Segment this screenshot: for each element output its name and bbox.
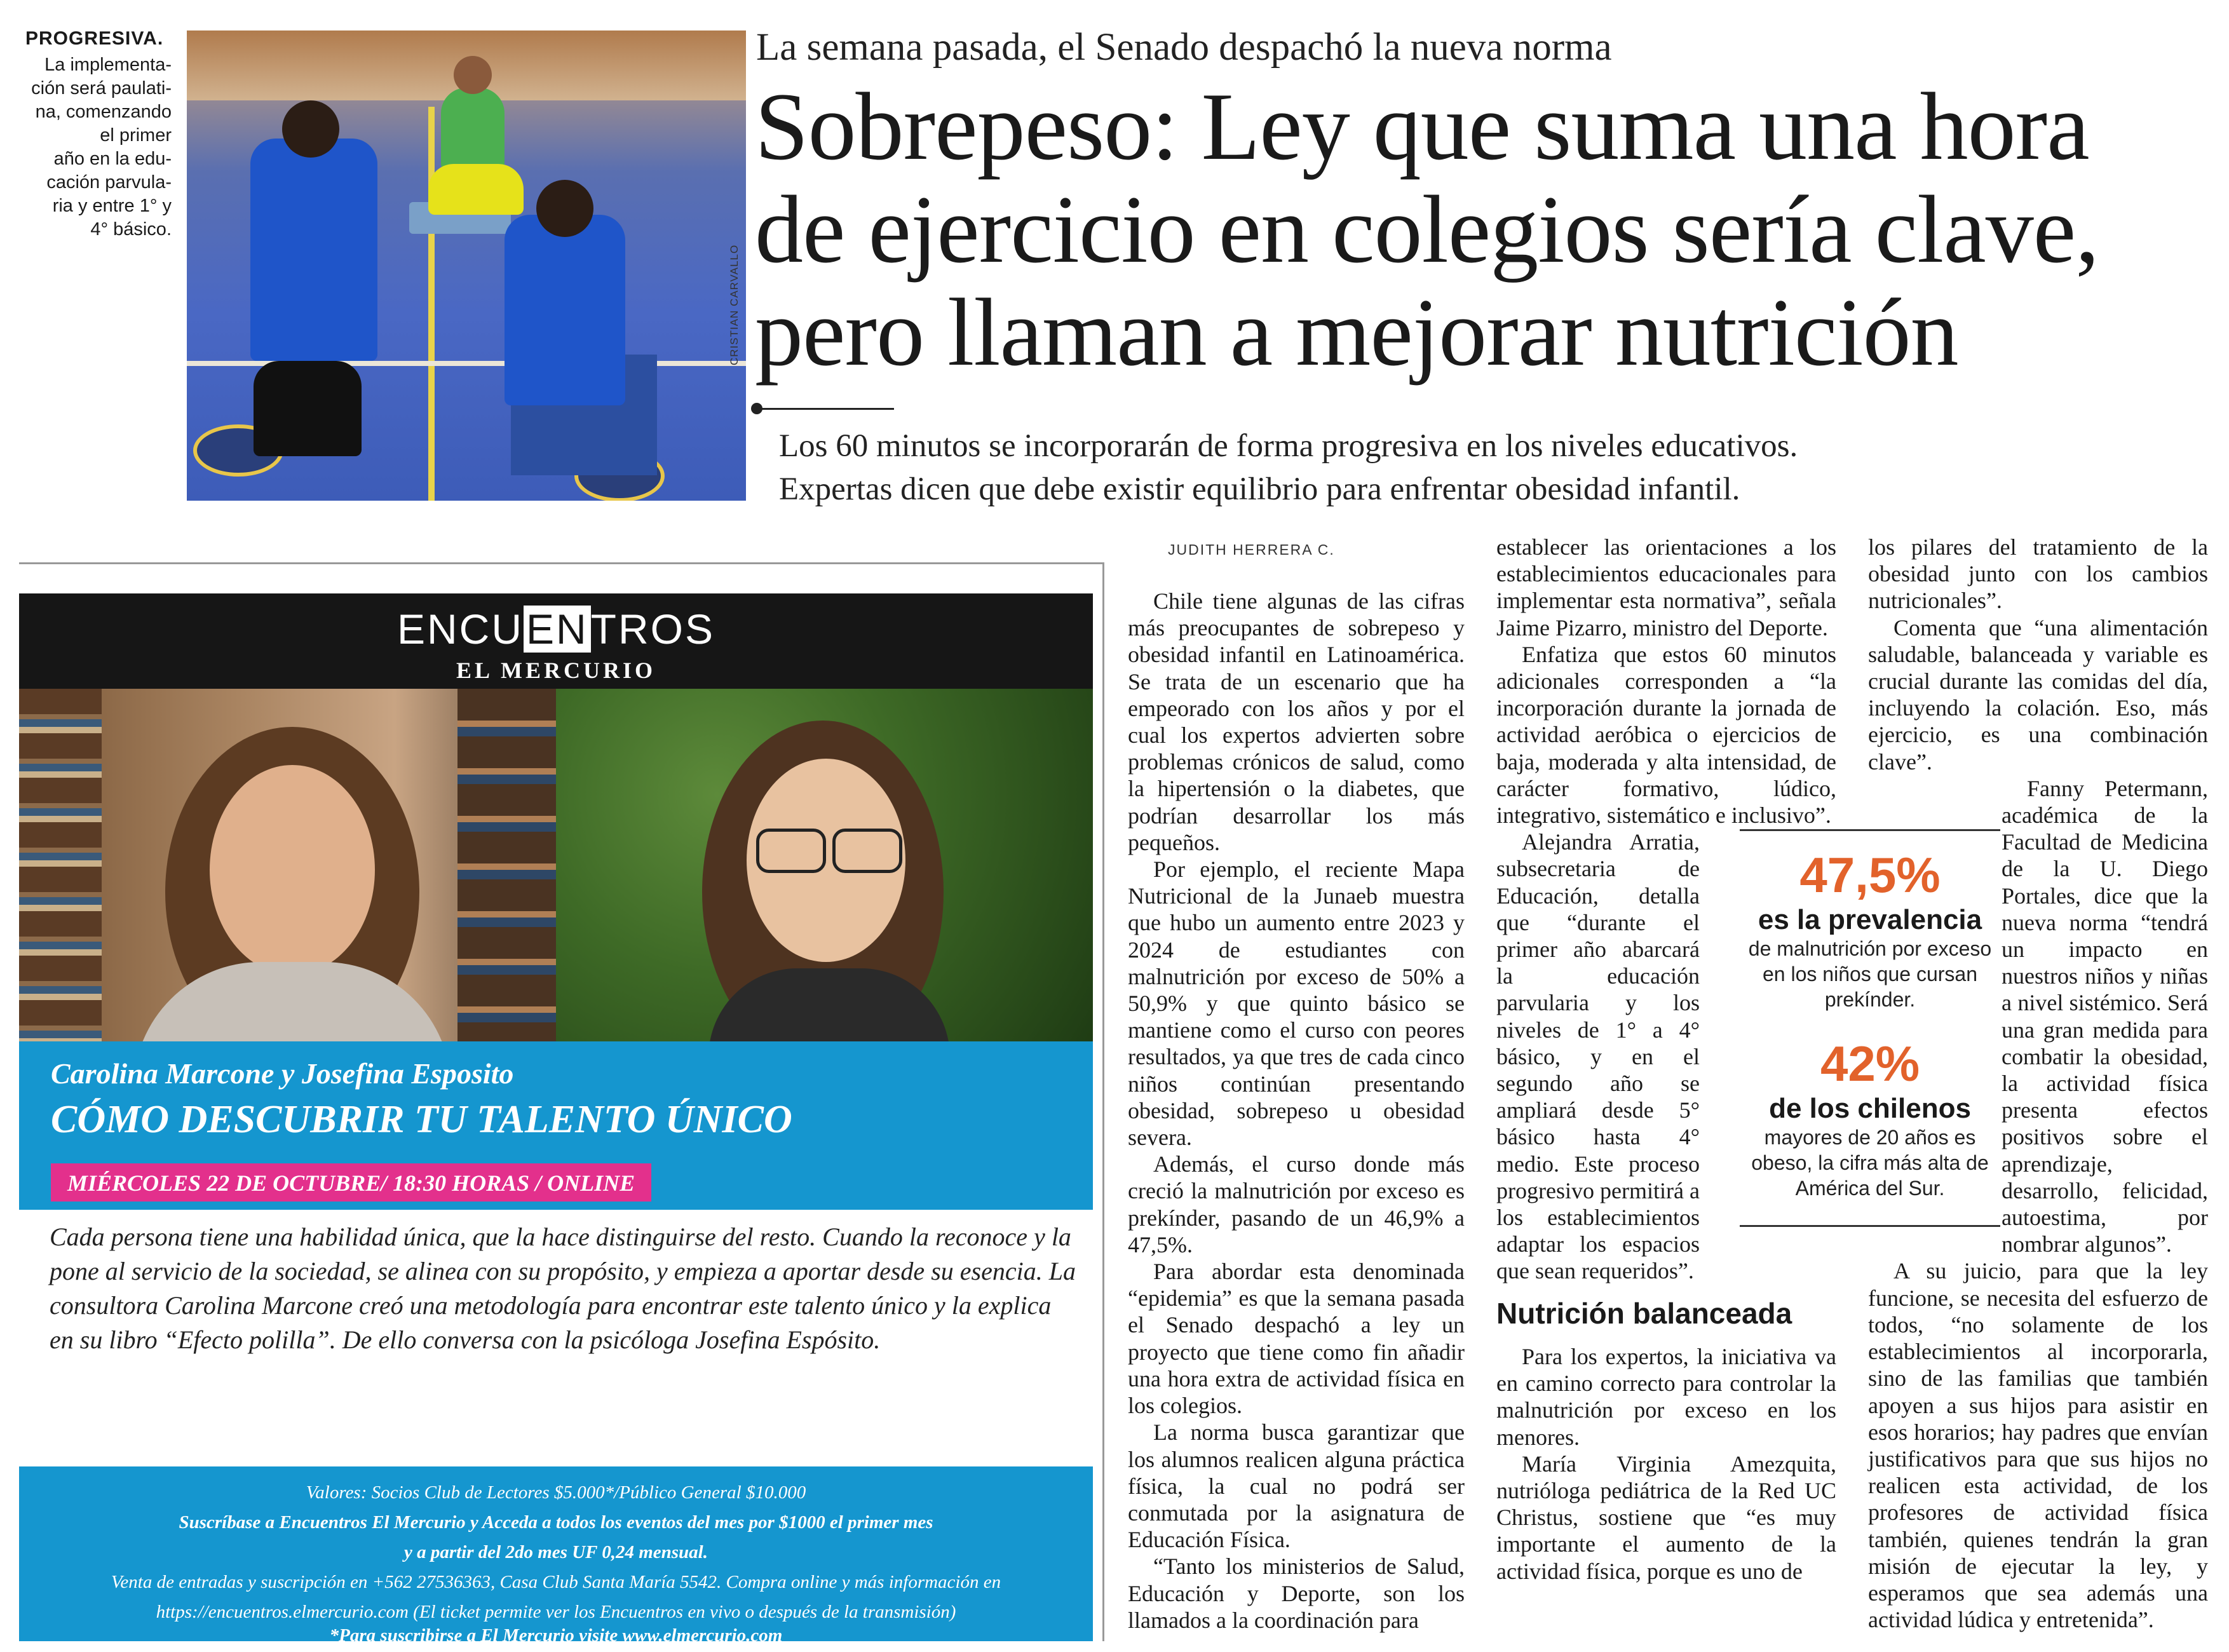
section-subhead: Nutrición balanceada bbox=[1496, 1296, 1792, 1330]
ad-title: CÓMO DESCUBRIR TU TALENTO ÚNICO bbox=[51, 1098, 792, 1141]
stats-box bbox=[1740, 829, 2000, 1227]
article-column-1 bbox=[1128, 588, 1465, 1634]
stat-number: 42% bbox=[1820, 1036, 1920, 1092]
paragraph: establecer las orientaciones a los establecimientos educacionales para implementar esta normativa”, señala Jaime Pizarro, ministro del Deporte. bbox=[1496, 534, 1836, 640]
stat-number: 47,5% bbox=[1799, 847, 1941, 903]
paragraph: los pilares del tratamiento de la obesidad junto con los cambios nutricionales”. bbox=[1868, 534, 2208, 614]
paragraph: Para abordar esta denominada “epidemia” es que la semana pasada el Senado despachó a ley un proyecto que tiene como fin añadir una hora extra de actividad física en los colegios. bbox=[1128, 1259, 1465, 1419]
paragraph: Alejandra Arratia, subsecretaria de Educación, detalla que “durante el primer año abarcará la educación parvularia y los niveles de 1° a 4° básico, y en el segundo año se ampliará desde 5° básico hasta 4° medio. Este proceso progresivo permitirá a los establecimientos adaptar los espacios que sean requeridos”. bbox=[1496, 829, 1700, 1284]
paragraph: Comenta que “una alimentación saludable, balanceada y variable es crucial durante las comidas del día, incluyendo la colación. Eso, más ejercicio, es una combinación clave”. bbox=[1868, 614, 2208, 775]
ad-brand-sub: EL MERCURIO bbox=[456, 658, 656, 683]
paragraph: Chile tiene algunas de las cifras más preocupantes de sobrepeso y obesidad infantil en Latinoamérica. Se trata de un escenario que ha empeorado con los años y por el cual los expertos advierten sobre problemas crónicos de salud, como la hipertensión o la diabetes, que podrían desarrollar los más pequeños. bbox=[1128, 588, 1465, 855]
subtitle: Los 60 minutos se incorporarán de forma progresiva en los niveles educativos. Expertas dicen que debe existir equilibrio para enfrentar obesidad infantil. bbox=[779, 428, 1798, 507]
kicker: La semana pasada, el Senado despachó la nueva norma bbox=[756, 26, 1612, 69]
ad-brand-logo: ENCUENTROS bbox=[396, 606, 715, 653]
stat-lead: de los chilenos bbox=[1769, 1093, 1971, 1124]
ad-header bbox=[19, 593, 1093, 689]
byline: JUDITH HERRERA C. bbox=[1168, 541, 1335, 558]
headline: Sobrepeso: Ley que suma una hora de ejercicio en colegios sería clave, pero llaman a mejorar nutrición bbox=[755, 73, 2099, 386]
ad-link[interactable]: https://encuentros.elmercurio.com (El ticket permite ver los Encuentros en vivo o después de la transmisión) bbox=[156, 1602, 956, 1622]
paragraph: “Tanto los ministerios de Salud, Educación y Deporte, son los llamados a la coordinación para bbox=[1128, 1554, 1465, 1633]
encuentros-ad[interactable] bbox=[19, 562, 1104, 1646]
paragraph: Además, el curso donde más creció la malnutrición por exceso es prekínder, pasando de un 46,9% a 47,5%. bbox=[1128, 1151, 1465, 1257]
paragraph: Fanny Petermann, académica de la Facultad de Medicina de la U. Diego Portales, dice que la nueva norma “tendrá un impacto en nuestros niños y niñas a nivel sistémico. Será una gran medida para combatir la obesidad, la actividad física presenta efectos positivos sobre el aprendizaje, desarrollo, felicidad, autoestima, por nombrar algunos”. bbox=[2002, 775, 2208, 1257]
gym-photo bbox=[187, 30, 746, 501]
photo-credit: CRISTIAN CARVALLO bbox=[728, 244, 740, 365]
ad-date-badge: MIÉRCOLES 22 DE OCTUBRE/ 18:30 HORAS / ONLINE bbox=[51, 1163, 651, 1202]
stat-lead: es la prevalencia bbox=[1758, 904, 1982, 935]
photo-caption-title: PROGRESIVA. bbox=[25, 28, 164, 49]
paragraph: A su juicio, para que la ley funcione, se necesita del esfuerzo de todos, “no solamente de los establecimientos al incorporarla, sino de las familias que también apoyen a sus hijos para asistir en esos horarios; hay padres que envían justificativos para que sus hijos no realicen esta actividad, de los profesores de actividad física también, quienes tendrán la gran misión de ejecutar la ley, y esperamos que sea además una actividad lúdica y entretenida”. bbox=[1868, 1258, 2208, 1633]
photo-caption: La implementa- ción será paulati- na, comenzando el primer año en la edu- cación parvula- ria y entre 1° y 4° básico. bbox=[31, 55, 172, 240]
stat-description: de malnutrición por exceso en los niños que cursan prekínder. bbox=[1748, 937, 1992, 1011]
headline-rule bbox=[757, 408, 894, 410]
ad-description: Cada persona tiene una habilidad única, que la hace distinguirse del resto. Cuando la reconoce y la pone al servicio de la sociedad, se alinea con su propósito, y empieza a aportar desde su esencia. La consultora Carolina Marcone creó una metodología para encontrar este talento único y la explica en su libro “Efecto polilla”. De ello conversa con la psicóloga Josefina Espósito. bbox=[50, 1222, 1076, 1354]
paragraph: La norma busca garantizar que los alumnos realicen alguna práctica física, la cual no podrá ser conmutada por la asignatura de Educación Física. bbox=[1128, 1419, 1465, 1553]
paragraph: Por ejemplo, el reciente Mapa Nutricional de la Junaeb muestra que hubo un aumento entre 2023 y 2024 de estudiantes con malnutrición por exceso de 50% a 50,9% y que quinto básico se mantiene como el curso con peores resultados, ya que tres de cada cinco niños continúan presentando obesidad, sobrepeso u obesidad severa. bbox=[1128, 856, 1465, 1151]
paragraph: María Virginia Amezquita, nutrióloga pediátrica de la Red UC Christus, sostiene que “es muy importante el aumento de la actividad física, porque es uno de bbox=[1496, 1451, 1836, 1584]
stat-description: mayores de 20 años es obeso, la cifra más alta de América del Sur. bbox=[1751, 1126, 1989, 1200]
ad-footer: Valores: Socios Club de Lectores $5.000*/Público General $10.000 Suscríbase a Encuentros El Mercurio y Acceda a todos los eventos del mes por $1000 el primer mes y a partir del 2do mes UF 0,24 mensual. Venta de entradas y suscripción en +562 27536363, Casa Club Santa María 5542. Compra online y más información en https://encuentros.elmercurio.com (El ticket permite ver los Encuentros en vivo o después de la transmisión) *Para suscribirse a El Mercurio visite www.elmercurio.com bbox=[19, 1466, 1093, 1641]
paragraph: Para los expertos, la iniciativa va en camino correcto para controlar la malnutrición por exceso en los menores. bbox=[1496, 1343, 1836, 1450]
ad-title-band bbox=[19, 1041, 1093, 1210]
ad-speakers: Carolina Marcone y Josefina Esposito bbox=[51, 1057, 514, 1090]
paragraph: Enfatiza que estos 60 minutos adicionales corresponden a “la incorporación durante la jornada de actividad aeróbica o ejercicios de baja, moderada y alta intensidad, de carácter formativo, lúdico, integrativo, sistemático e inclusivo”. bbox=[1496, 641, 1836, 829]
portrait-josefina bbox=[556, 689, 1093, 1041]
portrait-carolina bbox=[19, 689, 556, 1041]
